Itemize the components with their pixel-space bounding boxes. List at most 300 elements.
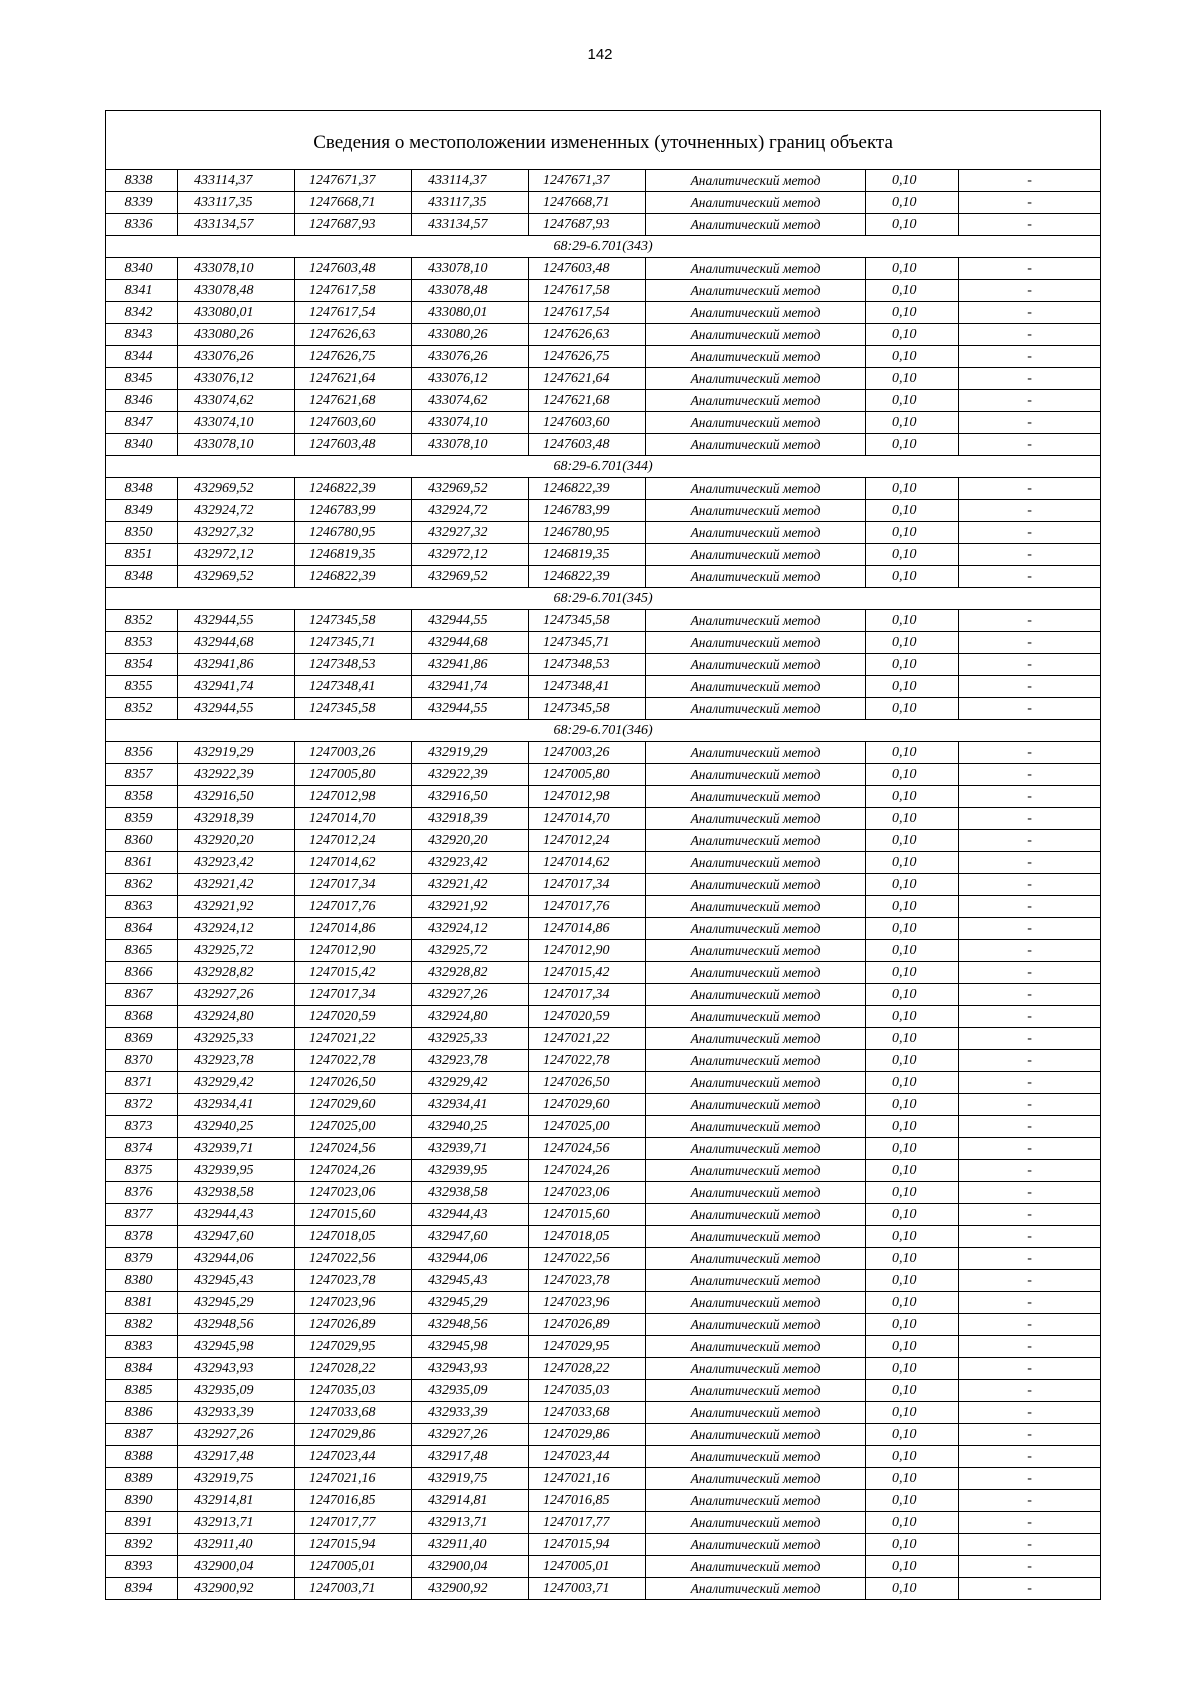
existing-y-cell: 1247023,78 bbox=[295, 1270, 412, 1292]
description-cell: - bbox=[959, 676, 1101, 698]
existing-x-cell: 432917,48 bbox=[178, 1446, 295, 1468]
point-number-cell: 8382 bbox=[106, 1314, 178, 1336]
existing-x-cell: 432927,26 bbox=[178, 984, 295, 1006]
method-cell: Аналитический метод bbox=[646, 1314, 866, 1336]
existing-y-cell: 1247687,93 bbox=[295, 214, 412, 236]
refined-x-cell: 433078,10 bbox=[412, 258, 529, 280]
existing-x-cell: 432928,82 bbox=[178, 962, 295, 984]
point-number-cell: 8350 bbox=[106, 522, 178, 544]
refined-y-cell: 1247345,58 bbox=[529, 610, 646, 632]
point-number-cell: 8346 bbox=[106, 390, 178, 412]
method-cell: Аналитический метод bbox=[646, 346, 866, 368]
refined-x-cell: 432938,58 bbox=[412, 1182, 529, 1204]
accuracy-cell: 0,10 bbox=[866, 1468, 959, 1490]
description-cell: - bbox=[959, 1468, 1101, 1490]
refined-y-cell: 1247012,24 bbox=[529, 830, 646, 852]
point-number-cell: 8354 bbox=[106, 654, 178, 676]
point-number-cell: 8390 bbox=[106, 1490, 178, 1512]
table-row bbox=[106, 632, 1101, 654]
existing-x-cell: 432934,41 bbox=[178, 1094, 295, 1116]
method-cell: Аналитический метод bbox=[646, 676, 866, 698]
description-cell: - bbox=[959, 896, 1101, 918]
point-number-cell: 8355 bbox=[106, 676, 178, 698]
point-number-cell: 8385 bbox=[106, 1380, 178, 1402]
refined-x-cell: 432941,86 bbox=[412, 654, 529, 676]
existing-x-cell: 432944,43 bbox=[178, 1204, 295, 1226]
refined-x-cell: 432919,29 bbox=[412, 742, 529, 764]
table-row bbox=[106, 984, 1101, 1006]
refined-x-cell: 433080,26 bbox=[412, 324, 529, 346]
description-cell: - bbox=[959, 742, 1101, 764]
existing-x-cell: 432919,29 bbox=[178, 742, 295, 764]
existing-y-cell: 1247015,60 bbox=[295, 1204, 412, 1226]
point-number-cell: 8370 bbox=[106, 1050, 178, 1072]
accuracy-cell: 0,10 bbox=[866, 1358, 959, 1380]
point-number-cell: 8392 bbox=[106, 1534, 178, 1556]
method-cell: Аналитический метод bbox=[646, 830, 866, 852]
refined-y-cell: 1247016,85 bbox=[529, 1490, 646, 1512]
existing-x-cell: 432927,32 bbox=[178, 522, 295, 544]
table-row bbox=[106, 1336, 1101, 1358]
point-number-cell: 8356 bbox=[106, 742, 178, 764]
refined-x-cell: 432900,04 bbox=[412, 1556, 529, 1578]
existing-y-cell: 1247024,56 bbox=[295, 1138, 412, 1160]
table-row bbox=[106, 1204, 1101, 1226]
refined-y-cell: 1247671,37 bbox=[529, 170, 646, 192]
point-number-cell: 8372 bbox=[106, 1094, 178, 1116]
description-cell: - bbox=[959, 1380, 1101, 1402]
description-cell: - bbox=[959, 434, 1101, 456]
existing-x-cell: 433074,10 bbox=[178, 412, 295, 434]
accuracy-cell: 0,10 bbox=[866, 1402, 959, 1424]
existing-y-cell: 1247017,77 bbox=[295, 1512, 412, 1534]
existing-y-cell: 1247345,58 bbox=[295, 610, 412, 632]
existing-y-cell: 1247348,41 bbox=[295, 676, 412, 698]
existing-x-cell: 433134,57 bbox=[178, 214, 295, 236]
accuracy-cell: 0,10 bbox=[866, 610, 959, 632]
table-row bbox=[106, 302, 1101, 324]
existing-x-cell: 432927,26 bbox=[178, 1424, 295, 1446]
description-cell: - bbox=[959, 984, 1101, 1006]
refined-x-cell: 433134,57 bbox=[412, 214, 529, 236]
table-row bbox=[106, 1270, 1101, 1292]
point-number-cell: 8366 bbox=[106, 962, 178, 984]
refined-y-cell: 1247626,75 bbox=[529, 346, 646, 368]
table-row bbox=[106, 1160, 1101, 1182]
refined-x-cell: 432918,39 bbox=[412, 808, 529, 830]
point-number-cell: 8369 bbox=[106, 1028, 178, 1050]
accuracy-cell: 0,10 bbox=[866, 368, 959, 390]
refined-y-cell: 1247621,64 bbox=[529, 368, 646, 390]
description-cell: - bbox=[959, 1556, 1101, 1578]
existing-y-cell: 1247012,90 bbox=[295, 940, 412, 962]
refined-x-cell: 433078,10 bbox=[412, 434, 529, 456]
refined-x-cell: 432919,75 bbox=[412, 1468, 529, 1490]
point-number-cell: 8375 bbox=[106, 1160, 178, 1182]
point-number-cell: 8368 bbox=[106, 1006, 178, 1028]
accuracy-cell: 0,10 bbox=[866, 522, 959, 544]
existing-y-cell: 1247025,00 bbox=[295, 1116, 412, 1138]
existing-y-cell: 1247023,96 bbox=[295, 1292, 412, 1314]
accuracy-cell: 0,10 bbox=[866, 434, 959, 456]
method-cell: Аналитический метод bbox=[646, 1138, 866, 1160]
table-row bbox=[106, 170, 1101, 192]
method-cell: Аналитический метод bbox=[646, 1116, 866, 1138]
refined-x-cell: 432929,42 bbox=[412, 1072, 529, 1094]
accuracy-cell: 0,10 bbox=[866, 940, 959, 962]
table-row bbox=[106, 1006, 1101, 1028]
accuracy-cell: 0,10 bbox=[866, 192, 959, 214]
refined-y-cell: 1247348,53 bbox=[529, 654, 646, 676]
table-row bbox=[106, 1050, 1101, 1072]
existing-y-cell: 1247621,64 bbox=[295, 368, 412, 390]
accuracy-cell: 0,10 bbox=[866, 1050, 959, 1072]
refined-y-cell: 1247029,95 bbox=[529, 1336, 646, 1358]
existing-x-cell: 432929,42 bbox=[178, 1072, 295, 1094]
existing-y-cell: 1247033,68 bbox=[295, 1402, 412, 1424]
description-cell: - bbox=[959, 654, 1101, 676]
existing-x-cell: 432935,09 bbox=[178, 1380, 295, 1402]
refined-y-cell: 1247029,60 bbox=[529, 1094, 646, 1116]
existing-y-cell: 1247617,58 bbox=[295, 280, 412, 302]
method-cell: Аналитический метод bbox=[646, 1556, 866, 1578]
table-row bbox=[106, 852, 1101, 874]
method-cell: Аналитический метод bbox=[646, 742, 866, 764]
table-row bbox=[106, 522, 1101, 544]
accuracy-cell: 0,10 bbox=[866, 390, 959, 412]
existing-y-cell: 1247029,86 bbox=[295, 1424, 412, 1446]
existing-y-cell: 1247014,86 bbox=[295, 918, 412, 940]
method-cell: Аналитический метод bbox=[646, 1402, 866, 1424]
method-cell: Аналитический метод bbox=[646, 1512, 866, 1534]
refined-x-cell: 432943,93 bbox=[412, 1358, 529, 1380]
description-cell: - bbox=[959, 940, 1101, 962]
description-cell: - bbox=[959, 1160, 1101, 1182]
refined-x-cell: 432922,39 bbox=[412, 764, 529, 786]
existing-x-cell: 432900,04 bbox=[178, 1556, 295, 1578]
accuracy-cell: 0,10 bbox=[866, 1512, 959, 1534]
point-number-cell: 8358 bbox=[106, 786, 178, 808]
table-row bbox=[106, 764, 1101, 786]
method-cell: Аналитический метод bbox=[646, 918, 866, 940]
method-cell: Аналитический метод bbox=[646, 1468, 866, 1490]
refined-y-cell: 1247029,86 bbox=[529, 1424, 646, 1446]
description-cell: - bbox=[959, 1446, 1101, 1468]
point-number-cell: 8394 bbox=[106, 1578, 178, 1600]
refined-x-cell: 432927,26 bbox=[412, 984, 529, 1006]
point-number-cell: 8374 bbox=[106, 1138, 178, 1160]
description-cell: - bbox=[959, 522, 1101, 544]
table-row bbox=[106, 962, 1101, 984]
refined-x-cell: 433074,10 bbox=[412, 412, 529, 434]
method-cell: Аналитический метод bbox=[646, 1160, 866, 1182]
description-cell: - bbox=[959, 1578, 1101, 1600]
existing-y-cell: 1247029,60 bbox=[295, 1094, 412, 1116]
point-number-cell: 8359 bbox=[106, 808, 178, 830]
refined-y-cell: 1247021,16 bbox=[529, 1468, 646, 1490]
table-row bbox=[106, 808, 1101, 830]
existing-x-cell: 432913,71 bbox=[178, 1512, 295, 1534]
existing-x-cell: 432900,92 bbox=[178, 1578, 295, 1600]
method-cell: Аналитический метод bbox=[646, 478, 866, 500]
accuracy-cell: 0,10 bbox=[866, 258, 959, 280]
existing-x-cell: 432944,06 bbox=[178, 1248, 295, 1270]
existing-x-cell: 432920,20 bbox=[178, 830, 295, 852]
accuracy-cell: 0,10 bbox=[866, 1314, 959, 1336]
point-number-cell: 8393 bbox=[106, 1556, 178, 1578]
description-cell: - bbox=[959, 874, 1101, 896]
refined-x-cell: 432940,25 bbox=[412, 1116, 529, 1138]
existing-x-cell: 433078,48 bbox=[178, 280, 295, 302]
description-cell: - bbox=[959, 610, 1101, 632]
refined-x-cell: 433080,01 bbox=[412, 302, 529, 324]
existing-x-cell: 432923,42 bbox=[178, 852, 295, 874]
accuracy-cell: 0,10 bbox=[866, 280, 959, 302]
refined-y-cell: 1247015,42 bbox=[529, 962, 646, 984]
table-row bbox=[106, 1402, 1101, 1424]
table-row bbox=[106, 500, 1101, 522]
point-number-cell: 8352 bbox=[106, 610, 178, 632]
method-cell: Аналитический метод bbox=[646, 434, 866, 456]
method-cell: Аналитический метод bbox=[646, 874, 866, 896]
accuracy-cell: 0,10 bbox=[866, 1424, 959, 1446]
accuracy-cell: 0,10 bbox=[866, 1380, 959, 1402]
table-row bbox=[106, 1424, 1101, 1446]
existing-x-cell: 433078,10 bbox=[178, 434, 295, 456]
section-label: 68:29-6.701(343) bbox=[106, 236, 1101, 258]
existing-x-cell: 432947,60 bbox=[178, 1226, 295, 1248]
refined-x-cell: 432920,20 bbox=[412, 830, 529, 852]
point-number-cell: 8364 bbox=[106, 918, 178, 940]
accuracy-cell: 0,10 bbox=[866, 764, 959, 786]
refined-x-cell: 433074,62 bbox=[412, 390, 529, 412]
description-cell: - bbox=[959, 390, 1101, 412]
table-row bbox=[106, 698, 1101, 720]
boundary-table-container bbox=[105, 110, 1100, 1600]
method-cell: Аналитический метод bbox=[646, 302, 866, 324]
table-row bbox=[106, 1138, 1101, 1160]
existing-y-cell: 1247603,60 bbox=[295, 412, 412, 434]
refined-y-cell: 1247617,58 bbox=[529, 280, 646, 302]
refined-y-cell: 1247017,76 bbox=[529, 896, 646, 918]
refined-x-cell: 432928,82 bbox=[412, 962, 529, 984]
table-row bbox=[106, 214, 1101, 236]
refined-x-cell: 432972,12 bbox=[412, 544, 529, 566]
point-number-cell: 8338 bbox=[106, 170, 178, 192]
table-row bbox=[106, 1292, 1101, 1314]
existing-x-cell: 432945,98 bbox=[178, 1336, 295, 1358]
existing-x-cell: 433074,62 bbox=[178, 390, 295, 412]
section-header-row bbox=[106, 588, 1101, 610]
accuracy-cell: 0,10 bbox=[866, 1204, 959, 1226]
accuracy-cell: 0,10 bbox=[866, 918, 959, 940]
refined-y-cell: 1247345,71 bbox=[529, 632, 646, 654]
description-cell: - bbox=[959, 346, 1101, 368]
refined-y-cell: 1247012,98 bbox=[529, 786, 646, 808]
method-cell: Аналитический метод bbox=[646, 1270, 866, 1292]
description-cell: - bbox=[959, 1006, 1101, 1028]
refined-y-cell: 1247626,63 bbox=[529, 324, 646, 346]
existing-x-cell: 433076,26 bbox=[178, 346, 295, 368]
method-cell: Аналитический метод bbox=[646, 1490, 866, 1512]
point-number-cell: 8365 bbox=[106, 940, 178, 962]
existing-y-cell: 1247012,98 bbox=[295, 786, 412, 808]
refined-y-cell: 1247018,05 bbox=[529, 1226, 646, 1248]
refined-y-cell: 1246822,39 bbox=[529, 478, 646, 500]
accuracy-cell: 0,10 bbox=[866, 1094, 959, 1116]
description-cell: - bbox=[959, 698, 1101, 720]
method-cell: Аналитический метод bbox=[646, 1446, 866, 1468]
existing-y-cell: 1247023,06 bbox=[295, 1182, 412, 1204]
accuracy-cell: 0,10 bbox=[866, 324, 959, 346]
accuracy-cell: 0,10 bbox=[866, 412, 959, 434]
existing-x-cell: 433080,01 bbox=[178, 302, 295, 324]
accuracy-cell: 0,10 bbox=[866, 566, 959, 588]
existing-x-cell: 432941,86 bbox=[178, 654, 295, 676]
refined-x-cell: 433117,35 bbox=[412, 192, 529, 214]
refined-x-cell: 432944,68 bbox=[412, 632, 529, 654]
refined-x-cell: 432945,43 bbox=[412, 1270, 529, 1292]
existing-y-cell: 1247018,05 bbox=[295, 1226, 412, 1248]
existing-x-cell: 432925,33 bbox=[178, 1028, 295, 1050]
point-number-cell: 8352 bbox=[106, 698, 178, 720]
refined-x-cell: 432944,55 bbox=[412, 610, 529, 632]
table-row bbox=[106, 918, 1101, 940]
existing-x-cell: 432939,71 bbox=[178, 1138, 295, 1160]
existing-x-cell: 432914,81 bbox=[178, 1490, 295, 1512]
accuracy-cell: 0,10 bbox=[866, 1028, 959, 1050]
refined-x-cell: 432924,12 bbox=[412, 918, 529, 940]
point-number-cell: 8349 bbox=[106, 500, 178, 522]
point-number-cell: 8386 bbox=[106, 1402, 178, 1424]
refined-y-cell: 1247024,26 bbox=[529, 1160, 646, 1182]
method-cell: Аналитический метод bbox=[646, 852, 866, 874]
existing-x-cell: 433117,35 bbox=[178, 192, 295, 214]
method-cell: Аналитический метод bbox=[646, 1424, 866, 1446]
section-header-row bbox=[106, 720, 1101, 742]
existing-y-cell: 1246822,39 bbox=[295, 566, 412, 588]
method-cell: Аналитический метод bbox=[646, 940, 866, 962]
accuracy-cell: 0,10 bbox=[866, 478, 959, 500]
method-cell: Аналитический метод bbox=[646, 1534, 866, 1556]
accuracy-cell: 0,10 bbox=[866, 1270, 959, 1292]
existing-y-cell: 1247021,16 bbox=[295, 1468, 412, 1490]
accuracy-cell: 0,10 bbox=[866, 500, 959, 522]
refined-x-cell: 432945,29 bbox=[412, 1292, 529, 1314]
method-cell: Аналитический метод bbox=[646, 1094, 866, 1116]
point-number-cell: 8347 bbox=[106, 412, 178, 434]
refined-x-cell: 432935,09 bbox=[412, 1380, 529, 1402]
existing-y-cell: 1247035,03 bbox=[295, 1380, 412, 1402]
method-cell: Аналитический метод bbox=[646, 808, 866, 830]
method-cell: Аналитический метод bbox=[646, 1380, 866, 1402]
table-row bbox=[106, 368, 1101, 390]
existing-y-cell: 1247005,80 bbox=[295, 764, 412, 786]
existing-x-cell: 432922,39 bbox=[178, 764, 295, 786]
method-cell: Аналитический метод bbox=[646, 1050, 866, 1072]
existing-x-cell: 432939,95 bbox=[178, 1160, 295, 1182]
method-cell: Аналитический метод bbox=[646, 962, 866, 984]
method-cell: Аналитический метод bbox=[646, 1358, 866, 1380]
description-cell: - bbox=[959, 830, 1101, 852]
accuracy-cell: 0,10 bbox=[866, 1578, 959, 1600]
point-number-cell: 8340 bbox=[106, 258, 178, 280]
refined-y-cell: 1247021,22 bbox=[529, 1028, 646, 1050]
accuracy-cell: 0,10 bbox=[866, 896, 959, 918]
description-cell: - bbox=[959, 1028, 1101, 1050]
refined-x-cell: 432923,78 bbox=[412, 1050, 529, 1072]
table-title: Сведения о местоположении измененных (уточненных) границ объекта bbox=[106, 111, 1101, 170]
table-row bbox=[106, 544, 1101, 566]
table-row bbox=[106, 258, 1101, 280]
method-cell: Аналитический метод bbox=[646, 1292, 866, 1314]
refined-y-cell: 1247617,54 bbox=[529, 302, 646, 324]
refined-y-cell: 1247023,44 bbox=[529, 1446, 646, 1468]
table-row bbox=[106, 1314, 1101, 1336]
refined-y-cell: 1247014,62 bbox=[529, 852, 646, 874]
method-cell: Аналитический метод bbox=[646, 1204, 866, 1226]
existing-y-cell: 1247671,37 bbox=[295, 170, 412, 192]
refined-y-cell: 1247668,71 bbox=[529, 192, 646, 214]
method-cell: Аналитический метод bbox=[646, 1578, 866, 1600]
method-cell: Аналитический метод bbox=[646, 698, 866, 720]
point-number-cell: 8361 bbox=[106, 852, 178, 874]
accuracy-cell: 0,10 bbox=[866, 698, 959, 720]
point-number-cell: 8389 bbox=[106, 1468, 178, 1490]
existing-y-cell: 1247345,58 bbox=[295, 698, 412, 720]
table-row bbox=[106, 1490, 1101, 1512]
table-row bbox=[106, 654, 1101, 676]
refined-x-cell: 432917,48 bbox=[412, 1446, 529, 1468]
refined-y-cell: 1247025,00 bbox=[529, 1116, 646, 1138]
existing-x-cell: 433076,12 bbox=[178, 368, 295, 390]
refined-y-cell: 1247033,68 bbox=[529, 1402, 646, 1424]
existing-y-cell: 1247017,34 bbox=[295, 874, 412, 896]
description-cell: - bbox=[959, 1336, 1101, 1358]
existing-y-cell: 1247005,01 bbox=[295, 1556, 412, 1578]
refined-x-cell: 432924,72 bbox=[412, 500, 529, 522]
existing-y-cell: 1247348,53 bbox=[295, 654, 412, 676]
method-cell: Аналитический метод bbox=[646, 170, 866, 192]
point-number-cell: 8367 bbox=[106, 984, 178, 1006]
existing-y-cell: 1247024,26 bbox=[295, 1160, 412, 1182]
existing-y-cell: 1247016,85 bbox=[295, 1490, 412, 1512]
existing-y-cell: 1247617,54 bbox=[295, 302, 412, 324]
accuracy-cell: 0,10 bbox=[866, 786, 959, 808]
table-row bbox=[106, 324, 1101, 346]
description-cell: - bbox=[959, 918, 1101, 940]
refined-x-cell: 432925,72 bbox=[412, 940, 529, 962]
accuracy-cell: 0,10 bbox=[866, 1490, 959, 1512]
point-number-cell: 8363 bbox=[106, 896, 178, 918]
description-cell: - bbox=[959, 368, 1101, 390]
existing-y-cell: 1246783,99 bbox=[295, 500, 412, 522]
accuracy-cell: 0,10 bbox=[866, 1160, 959, 1182]
existing-y-cell: 1247029,95 bbox=[295, 1336, 412, 1358]
existing-y-cell: 1247026,50 bbox=[295, 1072, 412, 1094]
point-number-cell: 8384 bbox=[106, 1358, 178, 1380]
existing-y-cell: 1247020,59 bbox=[295, 1006, 412, 1028]
accuracy-cell: 0,10 bbox=[866, 808, 959, 830]
refined-x-cell: 432924,80 bbox=[412, 1006, 529, 1028]
refined-x-cell: 432921,42 bbox=[412, 874, 529, 896]
method-cell: Аналитический метод bbox=[646, 632, 866, 654]
refined-x-cell: 433114,37 bbox=[412, 170, 529, 192]
existing-y-cell: 1247003,71 bbox=[295, 1578, 412, 1600]
description-cell: - bbox=[959, 1270, 1101, 1292]
description-cell: - bbox=[959, 1292, 1101, 1314]
method-cell: Аналитический метод bbox=[646, 1336, 866, 1358]
